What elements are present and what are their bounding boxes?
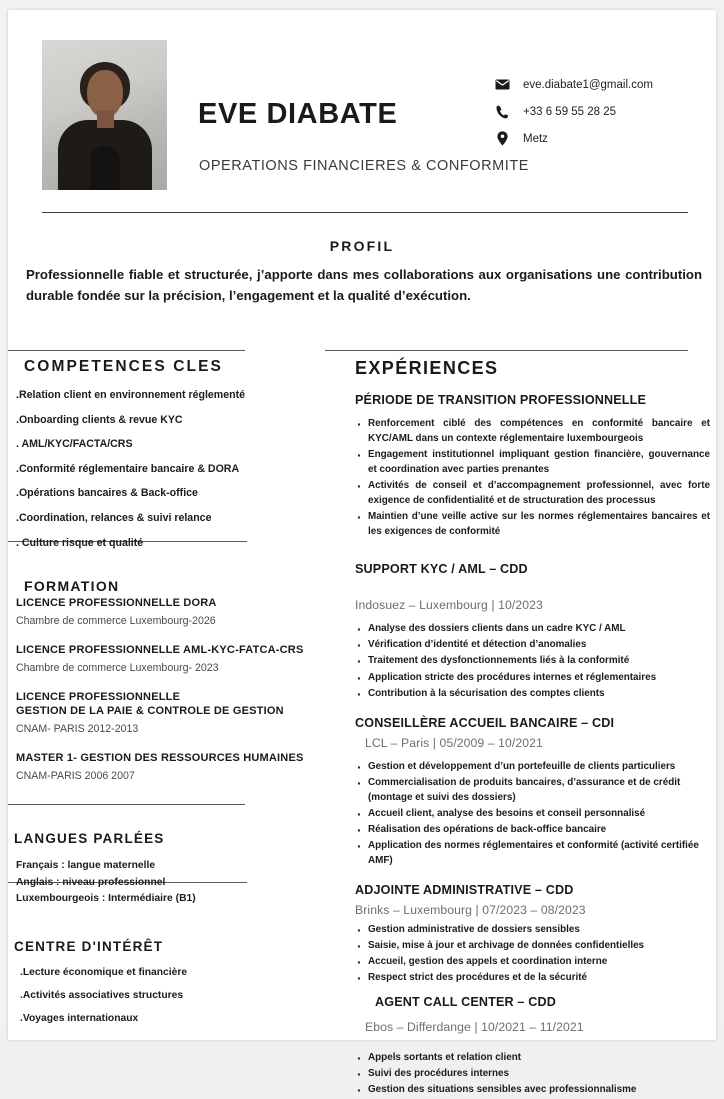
experience-meta: Brinks – Luxembourg | 07/2023 – 08/2023 [355,902,586,917]
experiences-divider [325,350,688,351]
list-item: .Relation client en environnement réglementé [16,389,245,401]
section-heading-experiences: EXPÉRIENCES [355,358,499,378]
avatar [42,40,167,190]
degree-school: CNAM- PARIS 2012-2013 [16,723,139,736]
phone-icon [495,104,510,119]
experience-bullets [355,416,710,539]
list-item: · Application des normes réglementaires et conformité (activité certifiée AMF) [355,838,710,868]
contact-email-text: eve.diabate1@gmail.com [523,78,653,91]
location-pin-icon [495,131,510,146]
list-item: .Opérations bancaires & Back-office [16,487,198,500]
experience-role: SUPPORT KYC / AML – CDD [355,562,528,577]
list-item: · Application stricte des procédures internes et réglementaires [355,670,710,685]
section-heading-formation: FORMATION [24,578,120,595]
list-item: · Analyse des dossiers clients dans un cadre KYC / AML [355,621,710,636]
list-item: · Accueil, gestion des appels et coordination interne [355,954,710,969]
experience-meta: Indosuez – Luxembourg | 10/2023 [355,598,543,613]
left-column [8,358,324,1038]
photo-chest [90,146,120,190]
experience-role: AGENT CALL CENTER – CDD [375,995,556,1010]
experience-role: PÉRIODE DE TRANSITION PROFESSIONNELLE [355,393,647,407]
list-item: . Culture risque et qualité [16,536,144,549]
section-heading-interets: CENTRE D'INTÉRÊT [14,938,164,954]
experience-item [325,562,716,700]
list-item: Français : langue maternelle [16,859,156,871]
competences-divider [8,350,245,351]
experience-meta: Ebos – Differdange | 10/2021 – 11/2021 [365,1020,584,1035]
resume-header [8,10,716,206]
formation-list [8,596,324,782]
list-item [8,690,324,735]
contact-location-text: Metz [523,132,548,145]
experience-item [325,995,716,1097]
contact-phone-text: +33 6 59 55 28 25 [523,105,617,118]
list-item: · Renforcement ciblé des compétences en conformité bancaire et KYC/AML dans un contexte réglementaire luxembourgeois [355,416,710,446]
contact-location[interactable] [495,131,653,146]
experience-bullets [355,621,710,700]
list-item: · Commercialisation de produits bancaires, d’assurance et de crédit (montage et suivi des dossiers) [355,775,710,805]
right-column [325,358,716,1098]
profile-heading: PROFIL [329,238,395,254]
list-item: · Vérification d’identité et détection d’anomalies [355,637,710,652]
profile-text: Professionnelle fiable et structurée, j’apporte dans mes collaborations aux organisations une contribution durable fondée sur la précision, l’engagement et la qualité d’exécution. [26,267,702,304]
contact-list [495,77,653,146]
experience-meta: LCL – Paris | 05/2009 – 10/2021 [365,735,543,750]
list-item: · Gestion et développement d’un portefeuille de clients particuliers [355,759,710,774]
list-item: · Respect strict des procédures et de la sécurité [355,970,710,985]
degree-title: LICENCE PROFESSIONNELLE [16,690,181,703]
list-item [8,643,324,674]
section-heading-competences: COMPETENCES CLES [24,358,223,375]
competences-list [8,390,324,548]
envelope-icon [495,77,510,92]
list-item: .Activités associatives structures [20,990,184,1002]
experience-bullets [355,922,710,985]
degree-title: LICENCE PROFESSIONNELLE AML-KYC-FATCA-CRS [16,643,304,656]
list-item: Luxembourgeois : Intermédiaire (B1) [16,893,196,905]
list-item: . AML/KYC/FACTA/CRS [16,438,133,451]
profile-divider [42,212,688,213]
list-item: .Coordination, relances & suivi relance [16,511,212,524]
degree-school: Chambre de commerce Luxembourg- 2023 [16,661,219,674]
degree-title: LICENCE PROFESSIONNELLE DORA [16,597,217,610]
experience-role: ADJOINTE ADMINISTRATIVE – CDD [355,882,574,897]
resume-page [8,10,716,1096]
langues-list [8,858,324,908]
list-item: · Gestion administrative de dossiers sensibles [355,922,710,937]
experience-bullets [355,1050,710,1097]
list-item [8,596,324,627]
list-item: · Traitement des dysfonctionnements liés à la conformité [355,653,710,668]
page-title: EVE DIABATE [198,98,398,130]
experience-item [325,393,716,539]
list-item: .Lecture économique et financière [20,966,188,978]
degree-title-second: GESTION DE LA PAIE & CONTROLE DE GESTION [16,705,284,718]
list-item: · Gestion des situations sensibles avec professionnalisme [355,1082,710,1097]
list-item: · Réalisation des opérations de back-office bancaire [355,822,710,837]
list-item: · Contribution à la sécurisation des comptes clients [355,686,710,701]
contact-email[interactable] [495,77,653,92]
list-item: .Voyages internationaux [20,1013,139,1025]
list-item: · Suivi des procédures internes [355,1066,710,1081]
degree-school: Chambre de commerce Luxembourg-2026 [16,614,216,627]
job-subtitle: OPERATIONS FINANCIERES & CONFORMITE [199,158,529,174]
interets-list [8,968,324,1025]
experience-item [325,883,716,985]
list-item: · Activités de conseil et d’accompagnement professionnel, avec forte exigence de confidentialité et de structuration des processus [355,478,710,508]
degree-title: MASTER 1- GESTION DES RESSOURCES HUMAINES [16,752,304,765]
list-item: .Conformité réglementaire bancaire & DORA [16,462,240,475]
degree-school: CNAM-PARIS 2006 2007 [16,769,135,782]
list-item: · Accueil client, analyse des besoins et conseil personnalisé [355,806,710,821]
photo-neck [97,110,114,128]
list-item: · Maintien d’une veille active sur les normes réglementaires bancaires et les exigences de conformité [355,509,710,539]
list-item: · Engagement institutionnel impliquant gestion financière, gouvernance et coordination avec parties prenantes [355,447,710,477]
experience-item [325,716,716,868]
list-item: · Appels sortants et relation client [355,1050,710,1065]
experience-role: CONSEILLÈRE ACCUEIL BANCAIRE – CDI [355,715,615,730]
section-heading-langues: LANGUES PARLÉES [14,830,165,846]
contact-phone[interactable] [495,104,653,119]
list-item [8,751,324,782]
list-item: Anglais : niveau professionnel [16,876,166,888]
list-item: .Onboarding clients & revue KYC [16,413,183,426]
experience-bullets [355,759,710,868]
list-item: · Saisie, mise à jour et archivage de données confidentielles [355,938,710,953]
